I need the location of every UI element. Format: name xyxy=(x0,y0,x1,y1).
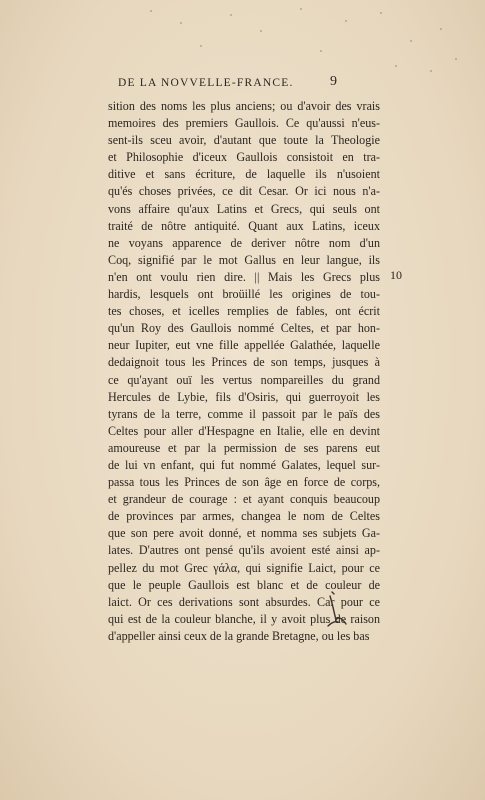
text-line: Coq, signifié par le mot Gallus en leur langue, ils xyxy=(108,252,380,267)
foxing-spot xyxy=(320,50,322,52)
foxing-spot xyxy=(300,8,302,10)
text-line: dedaignoit tous les Princes de son temps, jusques à xyxy=(108,355,380,370)
text-line: traité de nôtre antiquité. Quant aux Latins, iceux xyxy=(108,218,380,233)
foxing-spot xyxy=(430,70,432,72)
text-line: ne voyans apparence de deriver nôtre nom d'un xyxy=(108,235,380,250)
text-line: qu'un Roy des Gaullois nommé Celtes, et par hon- xyxy=(108,321,380,336)
text-line: d'appeller ainsi ceux de la grande Bretagne, ou les bas xyxy=(108,628,370,643)
foxing-spot xyxy=(455,58,457,60)
foxing-spot xyxy=(440,28,442,30)
text-line: sition des noms les plus anciens; ou d'avoir des vrais xyxy=(108,99,380,113)
text-line: neur Iupiter, eut vne fille appellée Galathée, laquelle xyxy=(108,338,380,353)
text-line: et grandeur de courage : et ayant conquis beaucoup xyxy=(108,492,380,507)
text-line: tes choses, et icelles remplies de fables, ont écrit xyxy=(108,304,380,319)
text-line: ditive et sans écriture, de laquelle ils n'usoient xyxy=(108,167,380,182)
text-line: ce qu'ayant ouï les vertus nompareilles du grand xyxy=(108,372,380,387)
text-line: de lui vn enfant, qui fut nommé Galates, lequel sur- xyxy=(108,457,380,472)
text-line: vons affaire qu'aux Latins et Grecs, qui seuls ont xyxy=(108,201,380,216)
foxing-spot xyxy=(150,10,152,12)
text-line: n'en ont voulu rien dire. || Mais les Grecs plus xyxy=(108,269,380,284)
foxing-spot xyxy=(345,20,347,22)
text-line: tyrans de la terre, comme il passoit par le païs des xyxy=(108,406,380,421)
text-line: de provinces par armes, changea le nom de Celtes xyxy=(108,509,380,524)
text-line: qu'és choses privées, ce dit Cesar. Or ici nous n'a- xyxy=(108,184,380,199)
text-line: memoires des premiers Gaullois. Ce qu'aussi n'eus- xyxy=(108,116,380,131)
text-line: pellez du mot Grec γάλα, qui signifie Laict, pour ce xyxy=(108,560,380,575)
body-text xyxy=(108,98,380,645)
foxing-spot xyxy=(380,12,382,14)
running-header: DE LA NOVVELLE-FRANCE. xyxy=(118,77,294,89)
pencil-mark xyxy=(318,588,356,632)
text-line: et Philosophie d'iceux Gaullois consistoit en tra- xyxy=(108,150,380,165)
foxing-spot xyxy=(260,30,262,32)
text-line: que son pere avoit donné, et nomma ses subjets Ga- xyxy=(108,526,380,541)
text-line: qui est de la couleur blanche, il y avoit plus de raison xyxy=(108,611,380,626)
text-line: sent-ils sceu avoir, d'autant que toute la Theologie xyxy=(108,133,380,148)
foxing-spot xyxy=(200,45,202,47)
text-line: Hercules de Lybie, fils d'Osiris, qui guerroyoit les xyxy=(108,389,380,404)
page-number: 9 xyxy=(330,74,337,89)
foxing-spot xyxy=(230,14,232,16)
margin-line-number: 10 xyxy=(390,268,402,282)
text-line: passa tous les Princes de son âge en force de corps, xyxy=(108,475,380,490)
foxing-spot xyxy=(395,65,397,67)
text-line: que le peuple Gaullois est blanc et de couleur de xyxy=(108,577,380,592)
foxing-spot xyxy=(410,40,412,42)
text-line: laict. Or ces derivations sont absurdes. Car pour ce xyxy=(108,594,380,609)
text-line: Celtes pour aller d'Hespagne en Italie, elle en devint xyxy=(108,423,380,438)
foxing-spot xyxy=(180,22,182,24)
text-line: hardis, lesquels ont broüillé les origines de tou- xyxy=(108,287,380,302)
text-line: amoureuse et par la permission de ses parens eut xyxy=(108,440,380,455)
text-line: lates. D'autres ont pensé qu'ils avoient esté ainsi ap- xyxy=(108,543,380,558)
